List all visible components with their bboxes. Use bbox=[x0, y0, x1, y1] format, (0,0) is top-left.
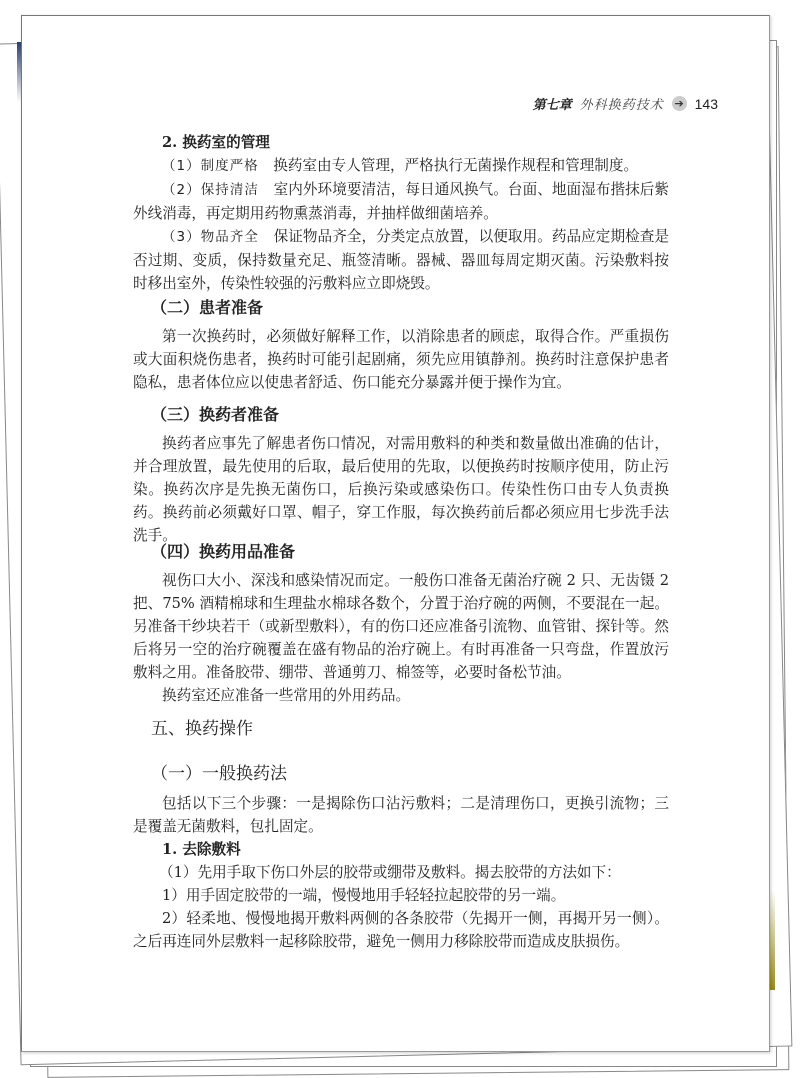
section-operator-prep bbox=[133, 403, 669, 547]
running-header bbox=[533, 94, 718, 113]
paragraph: 包括以下三个步骤：一是揭除伤口沾污敷料；二是清理伤口，更换引流物；三是覆盖无菌敷料，包扎固定。 bbox=[133, 795, 669, 835]
chapter-section-heading: 五、换药操作 bbox=[151, 719, 253, 739]
paragraph: 1）用手固定胶带的一端，慢慢地用手轻轻拉起胶带的另一端。 bbox=[162, 887, 566, 904]
section-heading: （一）一般换药法 bbox=[151, 764, 287, 784]
section-heading: （四）换药用品准备 bbox=[151, 542, 296, 561]
section-supplies-prep bbox=[133, 540, 669, 707]
paragraph: （3）物品齐全 保证物品齐全，分类定点放置，以便取用。药品应定期检查是否过期、变质，保持数量充足、瓶签清晰。器械、器皿每周定期灭菌。污染敷料按时移出室外，传染性较强的污敷料应立即烧毁。 bbox=[133, 228, 669, 292]
chapter-title: 外科换药技术 bbox=[579, 98, 664, 113]
paragraph: （2）保持清洁 室内外环境要清洁，每日通风换气。台面、地面湿布揩抹后紫外线消毒，再定期用药物熏蒸消毒，并抽样做细菌培养。 bbox=[133, 181, 669, 222]
section-room-management bbox=[133, 131, 669, 295]
chapter-label: 第七章 bbox=[532, 98, 572, 113]
section-heading: （三）换药者准备 bbox=[151, 405, 280, 424]
paragraph: 2）轻柔地、慢慢地揭开敷料两侧的各条胶带（先揭开一侧，再揭开另一侧）。之后再连同外层敷料一起移除胶带，避免一侧用力移除胶带而造成皮肤损伤。 bbox=[133, 910, 669, 950]
paragraph: （1）制度严格 换药室由专人管理，严格执行无菌操作规程和管理制度。 bbox=[162, 157, 639, 174]
paragraph: 换药室还应准备一些常用的外用药品。 bbox=[162, 687, 411, 704]
paragraph: （1）先用手取下伤口外层的胶带或绷带及敷料。揭去胶带的方法如下： bbox=[159, 864, 621, 881]
arrow-right-icon: ➔ bbox=[672, 96, 687, 111]
section-heading: （二）患者准备 bbox=[151, 298, 264, 317]
paragraph: 换药者应事先了解患者伤口情况，对需用敷料的种类和数量做出准确的估计，并合理放置，最先使用的后取，最后使用的先取，以便换药时按顺序使用，防止污染。换药次序是先换无菌伤口，后换污染或感染伤口。传染性伤口由专人负责换药。换药前必须戴好口罩、帽子，穿工作服，每次换药前后都必须应用七步洗手法洗手。 bbox=[133, 435, 669, 544]
section-dressing-operation bbox=[133, 718, 669, 953]
section-heading: 2. 换药室的管理 bbox=[162, 134, 270, 151]
paragraph: 视伤口大小、深浅和感染情况而定。一般伤口准备无菌治疗碗 2 只、无齿镊 2 把、75% 酒精棉球和生理盐水棉球各数个，分置于治疗碗的两侧，不要混在一起。另准备干纱块若干（或新型敷料），有的伤口还应准备引流物、血管钳、探针等。然后将另一空的治疗碗覆盖在盛有物品的治疗碗上。有时再准备一只弯盘，作置放污敷料之用。准备胶带、绷带、普通剪刀、棉签等，必要时备松节油。 bbox=[133, 572, 669, 681]
step-heading: 1. 去除敷料 bbox=[162, 841, 241, 858]
paragraph: 第一次换药时，必须做好解释工作，以消除患者的顾虑，取得合作。严重损伤或大面积烧伤患者，换药时可能引起剧痛，须先应用镇静剂。换药时注意保护患者隐私，患者体位应以使患者舒适、伤口能充分暴露并便于操作为宜。 bbox=[133, 328, 669, 391]
page-number: 143 bbox=[694, 95, 718, 112]
section-patient-prep bbox=[133, 296, 669, 394]
